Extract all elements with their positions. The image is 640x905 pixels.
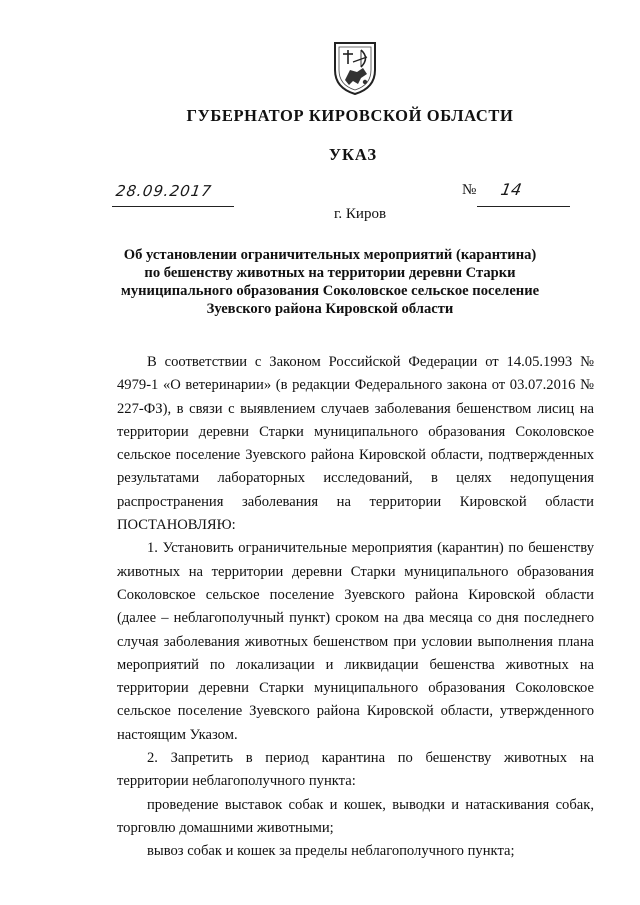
handwritten-number: 14 — [499, 180, 524, 199]
title-line: Об установлении ограничительных мероприятий (карантина) — [123, 247, 537, 263]
clause-2-item: вывоз собак и кошек за пределы неблагополучного пункта; — [147, 843, 515, 860]
preamble-paragraph: В соответствии с Законом Российской Федерации от 14.05.1993 № 4979-1 «О ветеринарии» (в редакции Федерального закона от 03.07.2016 № 227-ФЗ), в связи с выявлением случаев заболевания бешенством лисиц на территории деревни Старки муниципального образования Соколовское сельское поселение Зуевского района Кировской области, подтвержденных результатами лабораторных исследований, в целях недопущения распространения заболевания на территории Кировской области ПОСТАНОВЛЯЮ: — [117, 354, 594, 534]
clause-2-paragraph: 2. Запретить в период карантина по бешенству животных на территории неблагополучного пункта: — [117, 750, 594, 790]
title-line: по бешенству животных на территории деревни Старки — [144, 265, 516, 281]
document-body — [117, 351, 594, 864]
number-field — [477, 180, 570, 207]
handwritten-date: 28.09.2017 — [114, 182, 214, 200]
document-title — [100, 246, 560, 318]
authority-heading: ГУБЕРНАТОР КИРОВСКОЙ ОБЛАСТИ — [186, 106, 514, 125]
document-type-heading: УКАЗ — [328, 145, 378, 164]
coat-of-arms-icon — [331, 40, 379, 96]
city-line: г. Киров — [333, 206, 387, 222]
number-label: № — [462, 182, 477, 198]
date-field — [112, 180, 234, 207]
title-line: муниципального образования Соколовское сельское поселение — [120, 283, 540, 299]
clause-1-paragraph: 1. Установить ограничительные мероприятия (карантин) по бешенству животных на территории деревни Старки муниципального образования Соколовское сельское поселение Зуевского района Кировской области (далее – неблагополучный пункт) сроком на два месяца со дня последнего случая заболевания животных бешенством при условии выполнения плана мероприятий по локализации и ликвидации бешенства животных на территории деревни Старки муниципального образования Соколовское сельское поселение Зуевского района Кировской области, утвержденного настоящим Указом. — [117, 540, 594, 743]
title-line: Зуевского района Кировской области — [206, 301, 454, 317]
clause-2-item: проведение выставок собак и кошек, выводки и натаскивания собак, торговлю домашними животными; — [117, 796, 594, 836]
